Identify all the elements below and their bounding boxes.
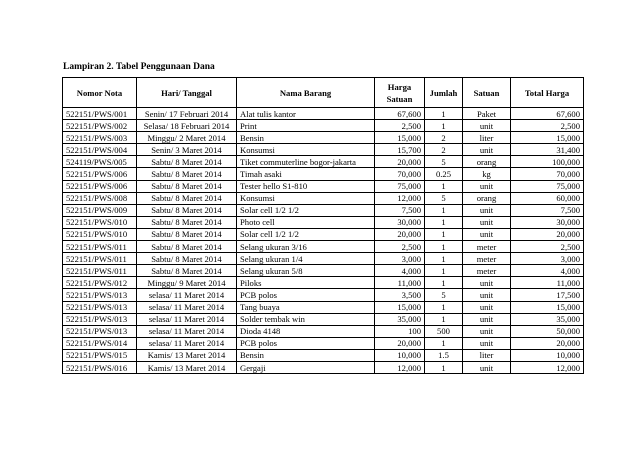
jumlah-cell: 1	[425, 204, 463, 216]
total-harga-cell: 4,000	[511, 265, 584, 277]
harga-satuan-cell: 100	[375, 325, 425, 337]
hari-tanggal-cell: Sabtu/ 8 Maret 2014	[137, 192, 237, 204]
total-harga-cell: 17,500	[511, 289, 584, 301]
harga-satuan-cell: 11,000	[375, 277, 425, 289]
table-row	[63, 132, 584, 144]
hari-tanggal-cell: Kamis/ 13 Maret 2014	[137, 361, 237, 373]
nama-barang-cell: Selang ukuran 1/4	[237, 253, 375, 265]
satuan-cell: meter	[463, 253, 511, 265]
harga-satuan-cell: 75,000	[375, 180, 425, 192]
harga-satuan-cell: 30,000	[375, 216, 425, 228]
hari-tanggal-cell: Sabtu/ 8 Maret 2014	[137, 180, 237, 192]
satuan-cell: unit	[463, 361, 511, 373]
nomor-nota-cell: 522151/PWS/012	[63, 277, 137, 289]
table-header	[63, 78, 584, 108]
table-body	[63, 108, 584, 374]
total-harga-cell: 7,500	[511, 204, 584, 216]
hari-tanggal-cell: Sabtu/ 8 Maret 2014	[137, 216, 237, 228]
hari-tanggal-cell: Sabtu/ 8 Maret 2014	[137, 204, 237, 216]
satuan-cell: orang	[463, 156, 511, 168]
header-row	[63, 78, 584, 108]
nama-barang-cell: Tang buaya	[237, 301, 375, 313]
harga-satuan-cell: 15,000	[375, 301, 425, 313]
nama-barang-cell: Bensin	[237, 349, 375, 361]
hari-tanggal-cell: Sabtu/ 8 Maret 2014	[137, 228, 237, 240]
satuan-cell: unit	[463, 228, 511, 240]
jumlah-cell: 0.25	[425, 168, 463, 180]
nomor-nota-cell: 522151/PWS/011	[63, 265, 137, 277]
penggunaan-dana-table	[62, 77, 584, 374]
hari-tanggal-cell: selasa/ 11 Maret 2014	[137, 289, 237, 301]
hari-tanggal-cell: Sabtu/ 8 Maret 2014	[137, 156, 237, 168]
header-nama-barang: Nama Barang	[237, 78, 375, 108]
nomor-nota-cell: 522151/PWS/011	[63, 253, 137, 265]
hari-tanggal-cell: Sabtu/ 8 Maret 2014	[137, 168, 237, 180]
satuan-cell: unit	[463, 204, 511, 216]
harga-satuan-cell: 4,000	[375, 265, 425, 277]
table-row	[63, 301, 584, 313]
total-harga-cell: 10,000	[511, 349, 584, 361]
table-row	[63, 349, 584, 361]
total-harga-cell: 20,000	[511, 228, 584, 240]
satuan-cell: unit	[463, 313, 511, 325]
hari-tanggal-cell: selasa/ 11 Maret 2014	[137, 337, 237, 349]
jumlah-cell: 2	[425, 132, 463, 144]
jumlah-cell: 5	[425, 192, 463, 204]
harga-satuan-cell: 12,000	[375, 361, 425, 373]
hari-tanggal-cell: Minggu/ 9 Maret 2014	[137, 277, 237, 289]
nama-barang-cell: PCB polos	[237, 337, 375, 349]
nama-barang-cell: Dioda 4148	[237, 325, 375, 337]
satuan-cell: liter	[463, 132, 511, 144]
nomor-nota-cell: 522151/PWS/015	[63, 349, 137, 361]
jumlah-cell: 500	[425, 325, 463, 337]
header-harga-line1: Harga	[387, 81, 412, 92]
nomor-nota-cell: 522151/PWS/008	[63, 192, 137, 204]
satuan-cell: orang	[463, 192, 511, 204]
table-row	[63, 313, 584, 325]
jumlah-cell: 1	[425, 241, 463, 253]
table-row	[63, 253, 584, 265]
harga-satuan-cell: 10,000	[375, 349, 425, 361]
jumlah-cell: 5	[425, 156, 463, 168]
header-harga-line2: Satuan	[386, 93, 413, 104]
nomor-nota-cell: 522151/PWS/011	[63, 241, 137, 253]
hari-tanggal-cell: selasa/ 11 Maret 2014	[137, 325, 237, 337]
harga-satuan-cell: 12,000	[375, 192, 425, 204]
table-row	[63, 120, 584, 132]
jumlah-cell: 1	[425, 313, 463, 325]
jumlah-cell: 1	[425, 253, 463, 265]
nomor-nota-cell: 522151/PWS/003	[63, 132, 137, 144]
hari-tanggal-cell: Sabtu/ 8 Maret 2014	[137, 265, 237, 277]
hari-tanggal-cell: Minggu/ 2 Maret 2014	[137, 132, 237, 144]
harga-satuan-cell: 20,000	[375, 156, 425, 168]
harga-satuan-cell: 70,000	[375, 168, 425, 180]
table-row	[63, 265, 584, 277]
harga-satuan-cell: 3,500	[375, 289, 425, 301]
satuan-cell: meter	[463, 265, 511, 277]
total-harga-cell: 15,000	[511, 132, 584, 144]
table-row	[63, 108, 584, 120]
nomor-nota-cell: 522151/PWS/004	[63, 144, 137, 156]
nama-barang-cell: Alat tulis kantor	[237, 108, 375, 120]
total-harga-cell: 30,000	[511, 216, 584, 228]
hari-tanggal-cell: Sabtu/ 8 Maret 2014	[137, 241, 237, 253]
nama-barang-cell: Konsumsi	[237, 192, 375, 204]
satuan-cell: liter	[463, 349, 511, 361]
total-harga-cell: 75,000	[511, 180, 584, 192]
nomor-nota-cell: 522151/PWS/013	[63, 301, 137, 313]
nomor-nota-cell: 522151/PWS/010	[63, 216, 137, 228]
total-harga-cell: 31,400	[511, 144, 584, 156]
jumlah-cell: 1	[425, 301, 463, 313]
nama-barang-cell: Solar cell 1/2 1/2	[237, 204, 375, 216]
harga-satuan-cell: 20,000	[375, 337, 425, 349]
nomor-nota-cell: 522151/PWS/013	[63, 313, 137, 325]
satuan-cell: unit	[463, 120, 511, 132]
header-total-harga: Total Harga	[511, 78, 584, 108]
table-row	[63, 180, 584, 192]
table-row	[63, 228, 584, 240]
header-harga-satuan	[375, 78, 425, 108]
jumlah-cell: 1.5	[425, 349, 463, 361]
harga-satuan-cell: 2,500	[375, 120, 425, 132]
harga-satuan-cell: 7,500	[375, 204, 425, 216]
table-row	[63, 325, 584, 337]
header-nomor-nota: Nomor Nota	[63, 78, 137, 108]
total-harga-cell: 11,000	[511, 277, 584, 289]
nomor-nota-cell: 522151/PWS/001	[63, 108, 137, 120]
total-harga-cell: 12,000	[511, 361, 584, 373]
total-harga-cell: 100,000	[511, 156, 584, 168]
total-harga-cell: 35,000	[511, 313, 584, 325]
table-row	[63, 156, 584, 168]
nama-barang-cell: Selang ukuran 3/16	[237, 241, 375, 253]
header-hari-tanggal: Hari/ Tanggal	[137, 78, 237, 108]
nama-barang-cell: PCB polos	[237, 289, 375, 301]
header-satuan: Satuan	[463, 78, 511, 108]
header-jumlah: Jumlah	[425, 78, 463, 108]
nomor-nota-cell: 522151/PWS/009	[63, 204, 137, 216]
total-harga-cell: 60,000	[511, 192, 584, 204]
total-harga-cell: 70,000	[511, 168, 584, 180]
total-harga-cell: 67,600	[511, 108, 584, 120]
harga-satuan-cell: 15,700	[375, 144, 425, 156]
nomor-nota-cell: 522151/PWS/006	[63, 180, 137, 192]
table-row	[63, 168, 584, 180]
jumlah-cell: 2	[425, 144, 463, 156]
harga-satuan-cell: 15,000	[375, 132, 425, 144]
hari-tanggal-cell: Kamis/ 13 Maret 2014	[137, 349, 237, 361]
nama-barang-cell: Solar cell 1/2 1/2	[237, 228, 375, 240]
total-harga-cell: 3,000	[511, 253, 584, 265]
jumlah-cell: 1	[425, 337, 463, 349]
nama-barang-cell: Konsumsi	[237, 144, 375, 156]
table-row	[63, 241, 584, 253]
table-row	[63, 144, 584, 156]
satuan-cell: unit	[463, 301, 511, 313]
harga-satuan-cell: 20,000	[375, 228, 425, 240]
table-row	[63, 361, 584, 373]
nomor-nota-cell: 522151/PWS/013	[63, 325, 137, 337]
jumlah-cell: 1	[425, 216, 463, 228]
nomor-nota-cell: 522151/PWS/006	[63, 168, 137, 180]
table-row	[63, 192, 584, 204]
table-row	[63, 204, 584, 216]
nomor-nota-cell: 522151/PWS/014	[63, 337, 137, 349]
harga-satuan-cell: 3,000	[375, 253, 425, 265]
nomor-nota-cell: 522151/PWS/013	[63, 289, 137, 301]
nama-barang-cell: Selang ukuran 5/8	[237, 265, 375, 277]
hari-tanggal-cell: selasa/ 11 Maret 2014	[137, 301, 237, 313]
satuan-cell: kg	[463, 168, 511, 180]
harga-satuan-cell: 67,600	[375, 108, 425, 120]
jumlah-cell: 1	[425, 361, 463, 373]
total-harga-cell: 50,000	[511, 325, 584, 337]
satuan-cell: unit	[463, 144, 511, 156]
hari-tanggal-cell: selasa/ 11 Maret 2014	[137, 313, 237, 325]
jumlah-cell: 1	[425, 120, 463, 132]
nama-barang-cell: Tester hello S1-810	[237, 180, 375, 192]
jumlah-cell: 1	[425, 265, 463, 277]
nama-barang-cell: Piloks	[237, 277, 375, 289]
total-harga-cell: 20,000	[511, 337, 584, 349]
satuan-cell: unit	[463, 216, 511, 228]
jumlah-cell: 1	[425, 228, 463, 240]
nomor-nota-cell: 524119/PWS/005	[63, 156, 137, 168]
table-row	[63, 289, 584, 301]
table-row	[63, 216, 584, 228]
jumlah-cell: 5	[425, 289, 463, 301]
nama-barang-cell: Solder tembak win	[237, 313, 375, 325]
nama-barang-cell: Timah asaki	[237, 168, 375, 180]
hari-tanggal-cell: Senin/ 17 Februari 2014	[137, 108, 237, 120]
table-row	[63, 277, 584, 289]
nomor-nota-cell: 522151/PWS/016	[63, 361, 137, 373]
nama-barang-cell: Print	[237, 120, 375, 132]
total-harga-cell: 2,500	[511, 120, 584, 132]
hari-tanggal-cell: Sabtu/ 8 Maret 2014	[137, 253, 237, 265]
satuan-cell: unit	[463, 325, 511, 337]
harga-satuan-cell: 2,500	[375, 241, 425, 253]
total-harga-cell: 2,500	[511, 241, 584, 253]
satuan-cell: Paket	[463, 108, 511, 120]
jumlah-cell: 1	[425, 180, 463, 192]
hari-tanggal-cell: Selasa/ 18 Februari 2014	[137, 120, 237, 132]
satuan-cell: unit	[463, 180, 511, 192]
harga-satuan-cell: 35,000	[375, 313, 425, 325]
hari-tanggal-cell: Senin/ 3 Maret 2014	[137, 144, 237, 156]
satuan-cell: unit	[463, 277, 511, 289]
satuan-cell: unit	[463, 337, 511, 349]
nomor-nota-cell: 522151/PWS/002	[63, 120, 137, 132]
total-harga-cell: 15,000	[511, 301, 584, 313]
nomor-nota-cell: 522151/PWS/010	[63, 228, 137, 240]
jumlah-cell: 1	[425, 108, 463, 120]
nama-barang-cell: Gergaji	[237, 361, 375, 373]
satuan-cell: meter	[463, 241, 511, 253]
table-row	[63, 337, 584, 349]
nama-barang-cell: Bensin	[237, 132, 375, 144]
table-caption: Lampiran 2. Tabel Penggunaan Dana	[63, 62, 215, 72]
jumlah-cell: 1	[425, 277, 463, 289]
satuan-cell: unit	[463, 289, 511, 301]
nama-barang-cell: Photo cell	[237, 216, 375, 228]
nama-barang-cell: Tiket commuterline bogor-jakarta	[237, 156, 375, 168]
